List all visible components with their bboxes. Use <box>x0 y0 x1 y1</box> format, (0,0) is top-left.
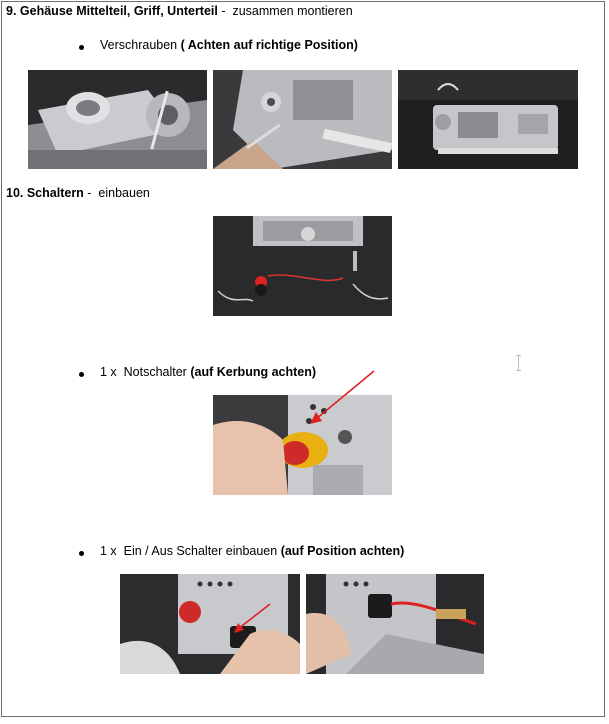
text-cursor-icon <box>518 355 519 371</box>
bullet-bold-text: ( Achten auf richtige Position) <box>180 38 358 52</box>
section-10-dash: - <box>83 186 99 200</box>
item-qty: 1 x <box>100 544 124 558</box>
photo-on-off-switch-1 <box>120 574 300 674</box>
photo-on-off-switch-2 <box>306 574 484 674</box>
section-9-number: 9. <box>6 4 17 18</box>
photo-screwing-housing-1 <box>28 70 207 169</box>
section-9-bullet <box>100 38 358 52</box>
photo-switch-parts <box>213 216 392 316</box>
section-10-heading <box>6 186 150 200</box>
bullet-dot <box>79 45 84 50</box>
item-text: Notschalter <box>123 365 191 379</box>
item-notschalter <box>100 365 316 379</box>
item-bold-text: (auf Kerbung achten) <box>190 365 317 379</box>
bullet-dot <box>79 372 84 377</box>
section-10-title: 10. Schaltern <box>6 186 84 200</box>
item-qty: 1 x <box>100 365 124 379</box>
section-9-heading <box>6 4 353 18</box>
section-10-rest: einbauen <box>98 186 150 200</box>
photo-screwing-housing-2 <box>213 70 392 169</box>
item-text: Ein / Aus Schalter einbauen <box>123 544 281 558</box>
bullet-text: Verschrauben <box>100 38 181 52</box>
section-9-title: Gehäuse Mittelteil, Griff, Unterteil <box>19 4 218 18</box>
red-arrow-icon <box>300 365 380 435</box>
section-9-rest: zusammen montieren <box>232 4 353 18</box>
photo-assembled-housing <box>398 70 578 169</box>
bullet-dot <box>79 551 84 556</box>
item-bold-text: (auf Position achten) <box>280 544 405 558</box>
section-9-dash: - <box>217 4 233 18</box>
item-ein-aus-schalter <box>100 544 404 558</box>
